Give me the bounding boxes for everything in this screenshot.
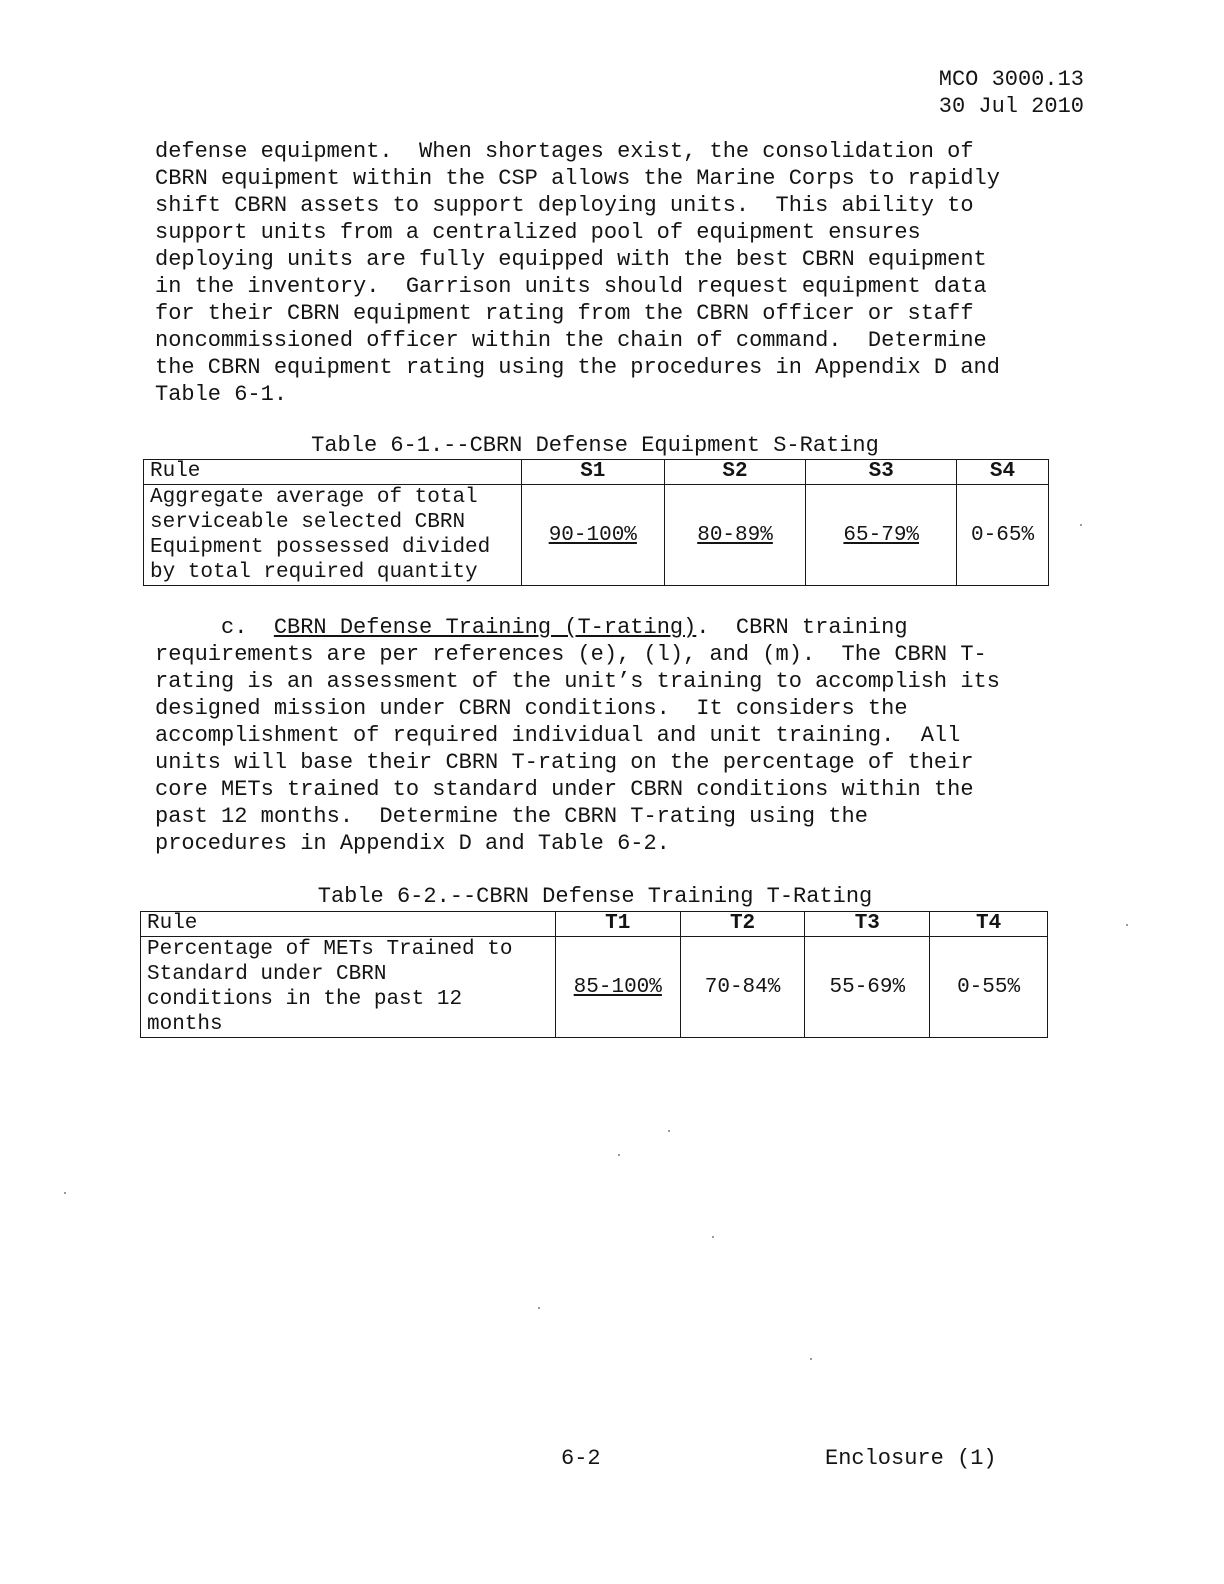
scan-speck — [1080, 524, 1082, 526]
section-heading: CBRN Defense Training (T-rating) — [273, 615, 697, 640]
s4-value: 0-65% — [971, 523, 1035, 547]
page-number: 6-2 — [561, 1446, 601, 1471]
scan-speck — [538, 1307, 540, 1309]
t2-value: 70-84% — [704, 975, 781, 999]
scan-speck — [712, 1236, 714, 1238]
table-header-row — [141, 912, 1048, 937]
s2-value: 80-89% — [697, 523, 773, 547]
table-row — [141, 937, 1048, 1038]
t4-value: 0-55% — [957, 975, 1021, 999]
t2-column-header: T2 — [680, 912, 805, 937]
table-6-2-caption: Table 6-2.--CBRN Defense Training T-Rating — [317, 884, 873, 909]
s1-column-header: S1 — [521, 460, 664, 485]
t3-column-header: T3 — [805, 912, 930, 937]
rule-column-header: Rule — [141, 912, 556, 937]
body-paragraph-2 — [155, 614, 1075, 857]
s2-column-header: S2 — [664, 460, 806, 485]
doc-number: MCO 3000.13 — [938, 67, 1084, 92]
table-6-2 — [140, 911, 1048, 1038]
rule-cell: Aggregate average of total serviceable selected CBRN Equipment possessed divided by total required quantity — [144, 485, 522, 586]
s3-value: 65-79% — [843, 523, 920, 547]
s3-column-header: S3 — [806, 460, 957, 485]
s1-value: 90-100% — [548, 523, 637, 547]
scan-speck — [618, 1154, 620, 1156]
body-paragraph-1: defense equipment. When shortages exist, the consolidation of CBRN equipment within the CSP allows the Marine Corps to rapidly shift CBRN assets to support deploying units. This ability to support units from a centralized pool of equipment ensures deploying units are fully equipped with the best CBRN equipment in the inventory. Garrison units should request equipment data for their CBRN equipment rating from the CBRN officer or staff noncommissioned officer within the chain of command. Determine the CBRN equipment rating using the procedures in Appendix D and Table 6-1. — [155, 139, 1000, 407]
table-row — [144, 485, 1049, 586]
table-6-1 — [143, 459, 1049, 586]
t3-value: 55-69% — [829, 975, 906, 999]
paragraph-body: . CBRN training requirements are per references (e), (l), and (m). The CBRN T- rating is an assessment of the unit’s training to accomplish its designed mission under CBRN conditions. It considers the accomplishment of required individual and unit training. All units will base their CBRN T-rating on the percentage of their core METs trained to standard under CBRN conditions within the past 12 months. Determine the CBRN T-rating using the procedures in Appendix D and Table 6-2. — [155, 615, 1000, 856]
document-header — [939, 66, 1084, 120]
table-header-row — [144, 460, 1049, 485]
t1-value: 85-100% — [573, 975, 662, 999]
table-6-1-caption: Table 6-1.--CBRN Defense Equipment S-Rating — [311, 433, 879, 458]
scan-speck — [668, 1130, 670, 1132]
s4-column-header: S4 — [957, 460, 1049, 485]
scan-speck — [64, 1192, 66, 1194]
doc-date: 30 Jul 2010 — [938, 94, 1084, 119]
t1-column-header: T1 — [555, 912, 680, 937]
rule-column-header: Rule — [144, 460, 522, 485]
paragraph-prefix: c. — [155, 615, 274, 640]
t4-column-header: T4 — [930, 912, 1048, 937]
enclosure-label: Enclosure (1) — [825, 1446, 997, 1471]
rule-cell: Percentage of METs Trained to Standard under CBRN conditions in the past 12 months — [141, 937, 556, 1038]
scan-speck — [1126, 924, 1128, 926]
scan-speck — [810, 1358, 812, 1360]
